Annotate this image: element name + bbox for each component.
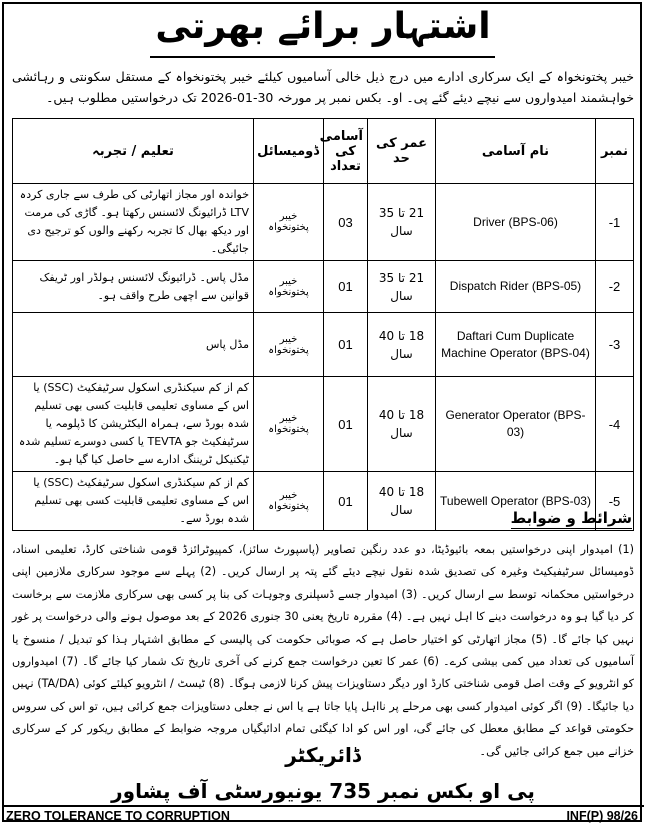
footer-reference: INF(P) 98/26 [566, 809, 638, 823]
row-qualification: مڈل پاس [13, 313, 254, 377]
row-number: -3 [596, 313, 634, 377]
row-age: 18 تا 40 سال [368, 377, 436, 472]
row-quantity: 03 [324, 184, 368, 261]
row-post: Dispatch Rider (BPS-05) [436, 261, 596, 313]
row-number: -4 [596, 377, 634, 472]
header-number: نمبر [596, 119, 634, 184]
table-row [13, 184, 634, 261]
table-row [13, 313, 634, 377]
header-quantity: آسامی کی تعداد [324, 119, 368, 184]
row-domicile: خیبر پختونخواہ [254, 184, 324, 261]
signature-block [0, 737, 646, 809]
row-number: -5 [596, 472, 634, 531]
row-number: -1 [596, 184, 634, 261]
row-qualification: کم از کم سیکنڈری اسکول سرٹیفکیٹ (SSC) یا اس کے مساوی تعلیمی قابلیت کسی بھی تسلیم شدہ بورڈ سے، ہمراہ الیکٹریشن کا ڈپلومہ یا سرٹیفکیٹ جو TEVTA یا کسی دوسرے تسلیم شدہ ٹیکنیکل ٹریننگ ادارے سے حاصل کیا گیا ہو۔ [13, 377, 254, 472]
row-age: 21 تا 35 سال [368, 261, 436, 313]
row-post: Driver (BPS-06) [436, 184, 596, 261]
row-qualification: کم از کم سیکنڈری اسکول سرٹیفکیٹ (SSC) یا اس کے مساوی تعلیمی قابلیت کسی بھی تسلیم شدہ بورڈ سے۔ [13, 472, 254, 531]
footer-divider [2, 805, 644, 807]
row-domicile: خیبر پختونخواہ [254, 377, 324, 472]
header-post: نام آسامی [436, 119, 596, 184]
row-quantity: 01 [324, 313, 368, 377]
header-domicile: ڈومیسائل [254, 119, 324, 184]
row-post: Daftari Cum Duplicate Machine Operator (BPS-04) [436, 313, 596, 377]
row-age: 18 تا 40 سال [368, 472, 436, 531]
row-age: 21 تا 35 سال [368, 184, 436, 261]
row-quantity: 01 [324, 377, 368, 472]
posts-table [12, 118, 634, 531]
page-title: اشتہار برائے بھرتی [155, 6, 491, 47]
intro-paragraph: خیبر پختونخواہ کے ایک سرکاری ادارے میں درج ذیل خالی آسامیوں کیلئے خیبر پختونخواہ کے مستقل سکونتی و رہائشی خواہشمند امیدواروں سے نیچے دیئے گئے پی۔ او۔ بکس نمبر پر مورخہ 30-01-2026 تک درخواستیں مطلوب ہیں۔ [12, 69, 634, 105]
row-age: 18 تا 40 سال [368, 313, 436, 377]
row-quantity: 01 [324, 472, 368, 531]
table-row [13, 377, 634, 472]
row-domicile: خیبر پختونخواہ [254, 313, 324, 377]
row-post: Tubewell Operator (BPS-03) [436, 472, 596, 531]
row-domicile: خیبر پختونخواہ [254, 261, 324, 313]
terms-heading: شرائط و ضوابط [510, 509, 632, 527]
row-qualification: مڈل پاس۔ ڈرائیونگ لائسنس ہولڈر اور ٹریفک قوانین سے اچھی طرح واقف ہو۔ [13, 261, 254, 313]
signature-designation: ڈائریکٹر [285, 743, 361, 767]
header-qualification: تعلیم / تجربہ [13, 119, 254, 184]
signature-address: پی او بکس نمبر 735 یونیورسٹی آف پشاور [111, 779, 535, 803]
row-domicile: خیبر پختونخواہ [254, 472, 324, 531]
terms-paragraph: (1) امیدوار اپنی درخواستیں بمعہ بائیوڈیٹا، دو عدد رنگین تصاویر (پاسپورٹ سائز)، کمپیوٹرائزڈ قومی شناختی کارڈ، تعلیمی اسناد، ڈومیسائل سرٹیفیکیٹ وغیرہ کی تصدیق شدہ نقول نیچے دیئے گئے پتہ پر ارسال کریں۔ (2) پہلے سے موجود سرکاری ملازمین اپنی درخواستیں محکمانہ توسط سے ارسال کریں۔ (3) امیدوار جسے ڈسپلنری وجوہات کی بنا پر کسی بھی سرکاری ملازمت سے برخاست کر دیا گیا ہو وہ درخواست دینے کا اہل نہیں ہے۔ (4) مقررہ تاریخ یعنی 30 جنوری 2026 کے بعد موصول ہونے والی درخواست پر غور نہیں کیا جائے گا۔ (5) مجاز اتھارٹی کو اختیار حاصل ہے کہ صوبائی حکومت کی پالیسی کے مطابق اشتہار ہذا کو تبدیل / منسوخ یا آسامیوں کی تعداد میں کمی بیشی کرے۔ (6) عمر کا تعین درخواست جمع کرنے کی آخری تاریخ تک شمار کیا جائے گا۔ (7) امیدواروں کو انٹرویو کے وقت اصل قومی شناختی کارڈ اور دیگر دستاویزات پیش کرنا لازمی ہوگا۔ (8) ٹیسٹ / انٹرویو کیلئے کوئی (TA/DA) نہیں دیا جائیگا۔ (9) اگر کوئی امیدوار کسی بھی مرحلے پر نااہل پایا جاتا ہے یا اس نے جعلی دستاویزات جمع کرائی ہیں، تو اس کی سروس حکومتی قواعد کے مطابق معطل کی جائے گی، اور اس کو ادا کیگئی تمام ادائیگیاں مروجہ ضوابط کے مطابق ریکور کر کے سرکاری خزانے میں جمع کرائی جائیں گی۔ [12, 543, 635, 758]
footer-slogan: ZERO TOLERANCE TO CORRUPTION [6, 809, 230, 823]
row-number: -2 [596, 261, 634, 313]
title-underline [150, 56, 495, 58]
table-row [13, 261, 634, 313]
header-age: عمر کی حد [368, 119, 436, 184]
row-qualification: خواندہ اور مجاز اتھارٹی کی طرف سے جاری کردہ LTV ڈرائیونگ لائسنس رکھتا ہو۔ گاڑی کی مرمت اور دیکھ بھال کا تجربہ رکھنے والوں کو ترجیح دی جائیگی۔ [13, 184, 254, 261]
row-quantity: 01 [324, 261, 368, 313]
row-post: Generator Operator (BPS-03) [436, 377, 596, 472]
table-header-row [13, 119, 634, 184]
